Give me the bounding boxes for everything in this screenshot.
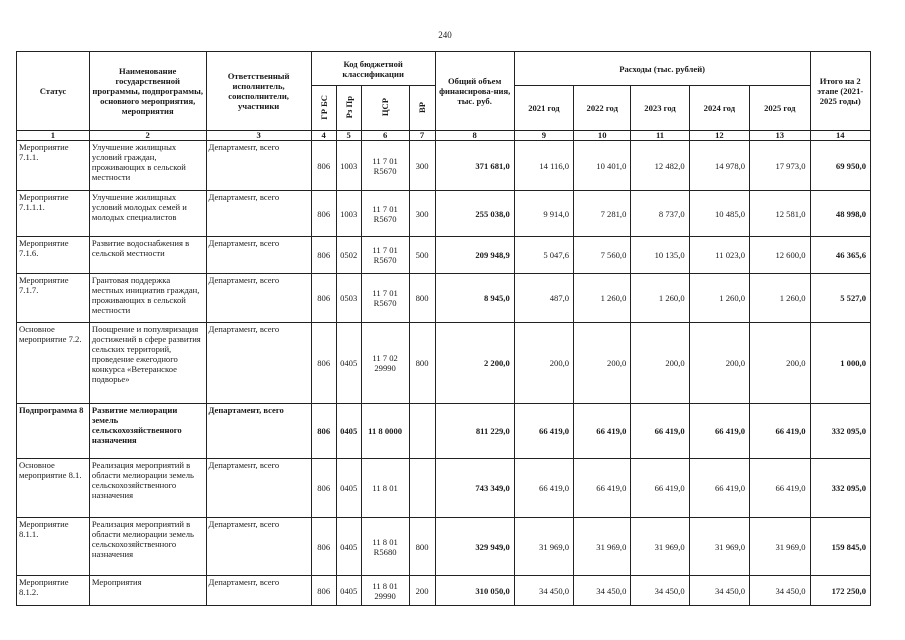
header-csr: ЦСР: [361, 86, 409, 131]
row-grbs: 806: [311, 141, 336, 191]
row-vr: 300: [409, 191, 435, 237]
row-2022: 66 419,0: [574, 459, 631, 518]
row-stage-total: 48 998,0: [810, 191, 870, 237]
header-rzpr: Рз Пр: [336, 86, 361, 131]
row-vr: 200: [409, 576, 435, 606]
col-number: 7: [409, 131, 435, 141]
table-row: [17, 404, 871, 459]
row-2023: 12 482,0: [631, 141, 689, 191]
col-number: 12: [689, 131, 749, 141]
row-2022: 7 281,0: [574, 191, 631, 237]
row-2024: 66 419,0: [689, 404, 749, 459]
header-vr: ВР: [409, 86, 435, 131]
row-total: 329 949,0: [435, 518, 514, 576]
row-rzpr: 0405: [336, 459, 361, 518]
row-name: Развитие водоснабжения в сельской местности: [89, 237, 206, 274]
row-status: Основное мероприятие 8.1.: [17, 459, 90, 518]
row-stage-total: 172 250,0: [810, 576, 870, 606]
row-rzpr: 0502: [336, 237, 361, 274]
column-number-row: [17, 131, 871, 141]
row-2023: 200,0: [631, 323, 689, 404]
row-2021: 66 419,0: [514, 404, 573, 459]
row-grbs: 806: [311, 518, 336, 576]
col-number: 5: [336, 131, 361, 141]
page-number: 240: [438, 30, 452, 40]
row-2023: 66 419,0: [631, 404, 689, 459]
header-total: Общий объем финансирова-ния, тыс. руб.: [435, 52, 514, 131]
row-csr: 11 8 01 29990: [361, 576, 409, 606]
row-stage-total: 159 845,0: [810, 518, 870, 576]
header-status: Статус: [17, 52, 90, 131]
row-vr: 800: [409, 518, 435, 576]
row-2024: 10 485,0: [689, 191, 749, 237]
row-rzpr: 0405: [336, 518, 361, 576]
row-vr: [409, 459, 435, 518]
row-2025: 66 419,0: [750, 404, 810, 459]
row-csr: 11 7 01 R5670: [361, 237, 409, 274]
row-status: Мероприятие 7.1.7.: [17, 274, 90, 323]
table-row: [17, 274, 871, 323]
header-stage-total: Итого на 2 этапе (2021-2025 годы): [810, 52, 870, 131]
row-2025: 17 973,0: [750, 141, 810, 191]
col-number: 4: [311, 131, 336, 141]
row-responsible: Департамент, всего: [206, 191, 311, 237]
row-total: 209 948,9: [435, 237, 514, 274]
row-csr: 11 7 01 R5670: [361, 274, 409, 323]
row-vr: 500: [409, 237, 435, 274]
row-total: 8 945,0: [435, 274, 514, 323]
row-csr: 11 7 01 R5670: [361, 191, 409, 237]
row-2024: 11 023,0: [689, 237, 749, 274]
row-2025: 12 600,0: [750, 237, 810, 274]
row-name: Улучшение жилищных условий молодых семей и молодых специалистов: [89, 191, 206, 237]
row-grbs: 806: [311, 323, 336, 404]
row-grbs: 806: [311, 404, 336, 459]
row-2022: 10 401,0: [574, 141, 631, 191]
row-csr: 11 8 01: [361, 459, 409, 518]
row-2023: 10 135,0: [631, 237, 689, 274]
header-budget-code: Код бюджетной классификации: [311, 52, 435, 86]
row-grbs: 806: [311, 237, 336, 274]
row-responsible: Департамент, всего: [206, 404, 311, 459]
row-vr: 300: [409, 141, 435, 191]
row-name: Улучшение жилищных условий граждан, проживающих в сельской местности: [89, 141, 206, 191]
table-row: [17, 459, 871, 518]
row-status: Мероприятие 8.1.1.: [17, 518, 90, 576]
row-2024: 1 260,0: [689, 274, 749, 323]
header-grbs: ГР БС: [311, 86, 336, 131]
row-rzpr: 0503: [336, 274, 361, 323]
row-2025: 200,0: [750, 323, 810, 404]
row-grbs: 806: [311, 576, 336, 606]
row-name: Реализация мероприятий в области мелиорации земель сельскохозяйственного назначения: [89, 518, 206, 576]
row-status: Мероприятие 8.1.2.: [17, 576, 90, 606]
row-2025: 31 969,0: [750, 518, 810, 576]
row-name: Развитие мелиорации земель сельскохозяйственного назначения: [89, 404, 206, 459]
table-row: [17, 323, 871, 404]
row-rzpr: 0405: [336, 323, 361, 404]
row-2024: 31 969,0: [689, 518, 749, 576]
row-2021: 66 419,0: [514, 459, 573, 518]
row-rzpr: 1003: [336, 191, 361, 237]
table-row: [17, 191, 871, 237]
table-row: [17, 141, 871, 191]
header-2024: 2024 год: [689, 86, 749, 131]
row-2025: 1 260,0: [750, 274, 810, 323]
col-number: 2: [89, 131, 206, 141]
row-stage-total: 46 365,6: [810, 237, 870, 274]
row-vr: [409, 404, 435, 459]
row-2024: 14 978,0: [689, 141, 749, 191]
row-responsible: Департамент, всего: [206, 274, 311, 323]
row-status: Мероприятие 7.1.6.: [17, 237, 90, 274]
row-stage-total: 69 950,0: [810, 141, 870, 191]
row-grbs: 806: [311, 274, 336, 323]
row-responsible: Департамент, всего: [206, 141, 311, 191]
row-csr: 11 8 01 R5680: [361, 518, 409, 576]
row-total: 310 050,0: [435, 576, 514, 606]
row-responsible: Департамент, всего: [206, 323, 311, 404]
col-number: 1: [17, 131, 90, 141]
row-2021: 5 047,6: [514, 237, 573, 274]
row-2023: 31 969,0: [631, 518, 689, 576]
row-2025: 34 450,0: [750, 576, 810, 606]
col-number: 8: [435, 131, 514, 141]
col-number: 6: [361, 131, 409, 141]
row-2023: 66 419,0: [631, 459, 689, 518]
row-responsible: Департамент, всего: [206, 518, 311, 576]
row-2022: 31 969,0: [574, 518, 631, 576]
row-csr: 11 7 02 29990: [361, 323, 409, 404]
row-name: Грантовая поддержка местных инициатив граждан, проживающих в сельской местности: [89, 274, 206, 323]
row-responsible: Департамент, всего: [206, 459, 311, 518]
row-2024: 34 450,0: [689, 576, 749, 606]
row-total: 371 681,0: [435, 141, 514, 191]
row-stage-total: 5 527,0: [810, 274, 870, 323]
row-2021: 487,0: [514, 274, 573, 323]
row-2021: 200,0: [514, 323, 573, 404]
row-total: 255 038,0: [435, 191, 514, 237]
row-2022: 1 260,0: [574, 274, 631, 323]
row-csr: 11 8 0000: [361, 404, 409, 459]
header-2022: 2022 год: [574, 86, 631, 131]
budget-table: [16, 51, 871, 606]
row-stage-total: 332 095,0: [810, 404, 870, 459]
header-2021: 2021 год: [514, 86, 573, 131]
row-2021: 34 450,0: [514, 576, 573, 606]
row-total: 743 349,0: [435, 459, 514, 518]
row-status: Подпрограмма 8: [17, 404, 90, 459]
row-2022: 66 419,0: [574, 404, 631, 459]
row-status: Основное мероприятие 7.2.: [17, 323, 90, 404]
table-row: [17, 237, 871, 274]
col-number: 14: [810, 131, 870, 141]
row-2025: 12 581,0: [750, 191, 810, 237]
row-2023: 8 737,0: [631, 191, 689, 237]
header-expenses: Расходы (тыс. рублей): [514, 52, 810, 86]
row-stage-total: 332 095,0: [810, 459, 870, 518]
row-name: Реализация мероприятий в области мелиорации земель сельскохозяйственного назначения: [89, 459, 206, 518]
col-number: 13: [750, 131, 810, 141]
col-number: 11: [631, 131, 689, 141]
row-name: Поощрение и популяризация достижений в сфере развития сельских территорий, проведение ежегодного конкурса «Ветеранское подворье»: [89, 323, 206, 404]
row-responsible: Департамент, всего: [206, 576, 311, 606]
row-rzpr: 0405: [336, 576, 361, 606]
header-name: Наименование государственной программы, подпрограммы, основного мероприятия, мероприятия: [89, 52, 206, 131]
row-2021: 31 969,0: [514, 518, 573, 576]
row-2022: 200,0: [574, 323, 631, 404]
row-2021: 9 914,0: [514, 191, 573, 237]
row-vr: 800: [409, 274, 435, 323]
table-row: [17, 518, 871, 576]
row-grbs: 806: [311, 191, 336, 237]
row-grbs: 806: [311, 459, 336, 518]
row-2022: 34 450,0: [574, 576, 631, 606]
row-status: Мероприятие 7.1.1.1.: [17, 191, 90, 237]
row-2024: 66 419,0: [689, 459, 749, 518]
row-name: Мероприятия: [89, 576, 206, 606]
header-responsible: Ответственный исполнитель, соисполнители, участники: [206, 52, 311, 131]
row-total: 2 200,0: [435, 323, 514, 404]
col-number: 3: [206, 131, 311, 141]
header-2025: 2025 год: [750, 86, 810, 131]
header-2023: 2023 год: [631, 86, 689, 131]
col-number: 9: [514, 131, 573, 141]
table-row: [17, 576, 871, 606]
row-2023: 34 450,0: [631, 576, 689, 606]
row-rzpr: 1003: [336, 141, 361, 191]
row-vr: 800: [409, 323, 435, 404]
row-2023: 1 260,0: [631, 274, 689, 323]
row-total: 811 229,0: [435, 404, 514, 459]
row-rzpr: 0405: [336, 404, 361, 459]
row-2022: 7 560,0: [574, 237, 631, 274]
header-row-1: [17, 52, 871, 86]
col-number: 10: [574, 131, 631, 141]
row-status: Мероприятие 7.1.1.: [17, 141, 90, 191]
row-2024: 200,0: [689, 323, 749, 404]
row-csr: 11 7 01 R5670: [361, 141, 409, 191]
row-stage-total: 1 000,0: [810, 323, 870, 404]
row-responsible: Департамент, всего: [206, 237, 311, 274]
row-2021: 14 116,0: [514, 141, 573, 191]
row-2025: 66 419,0: [750, 459, 810, 518]
